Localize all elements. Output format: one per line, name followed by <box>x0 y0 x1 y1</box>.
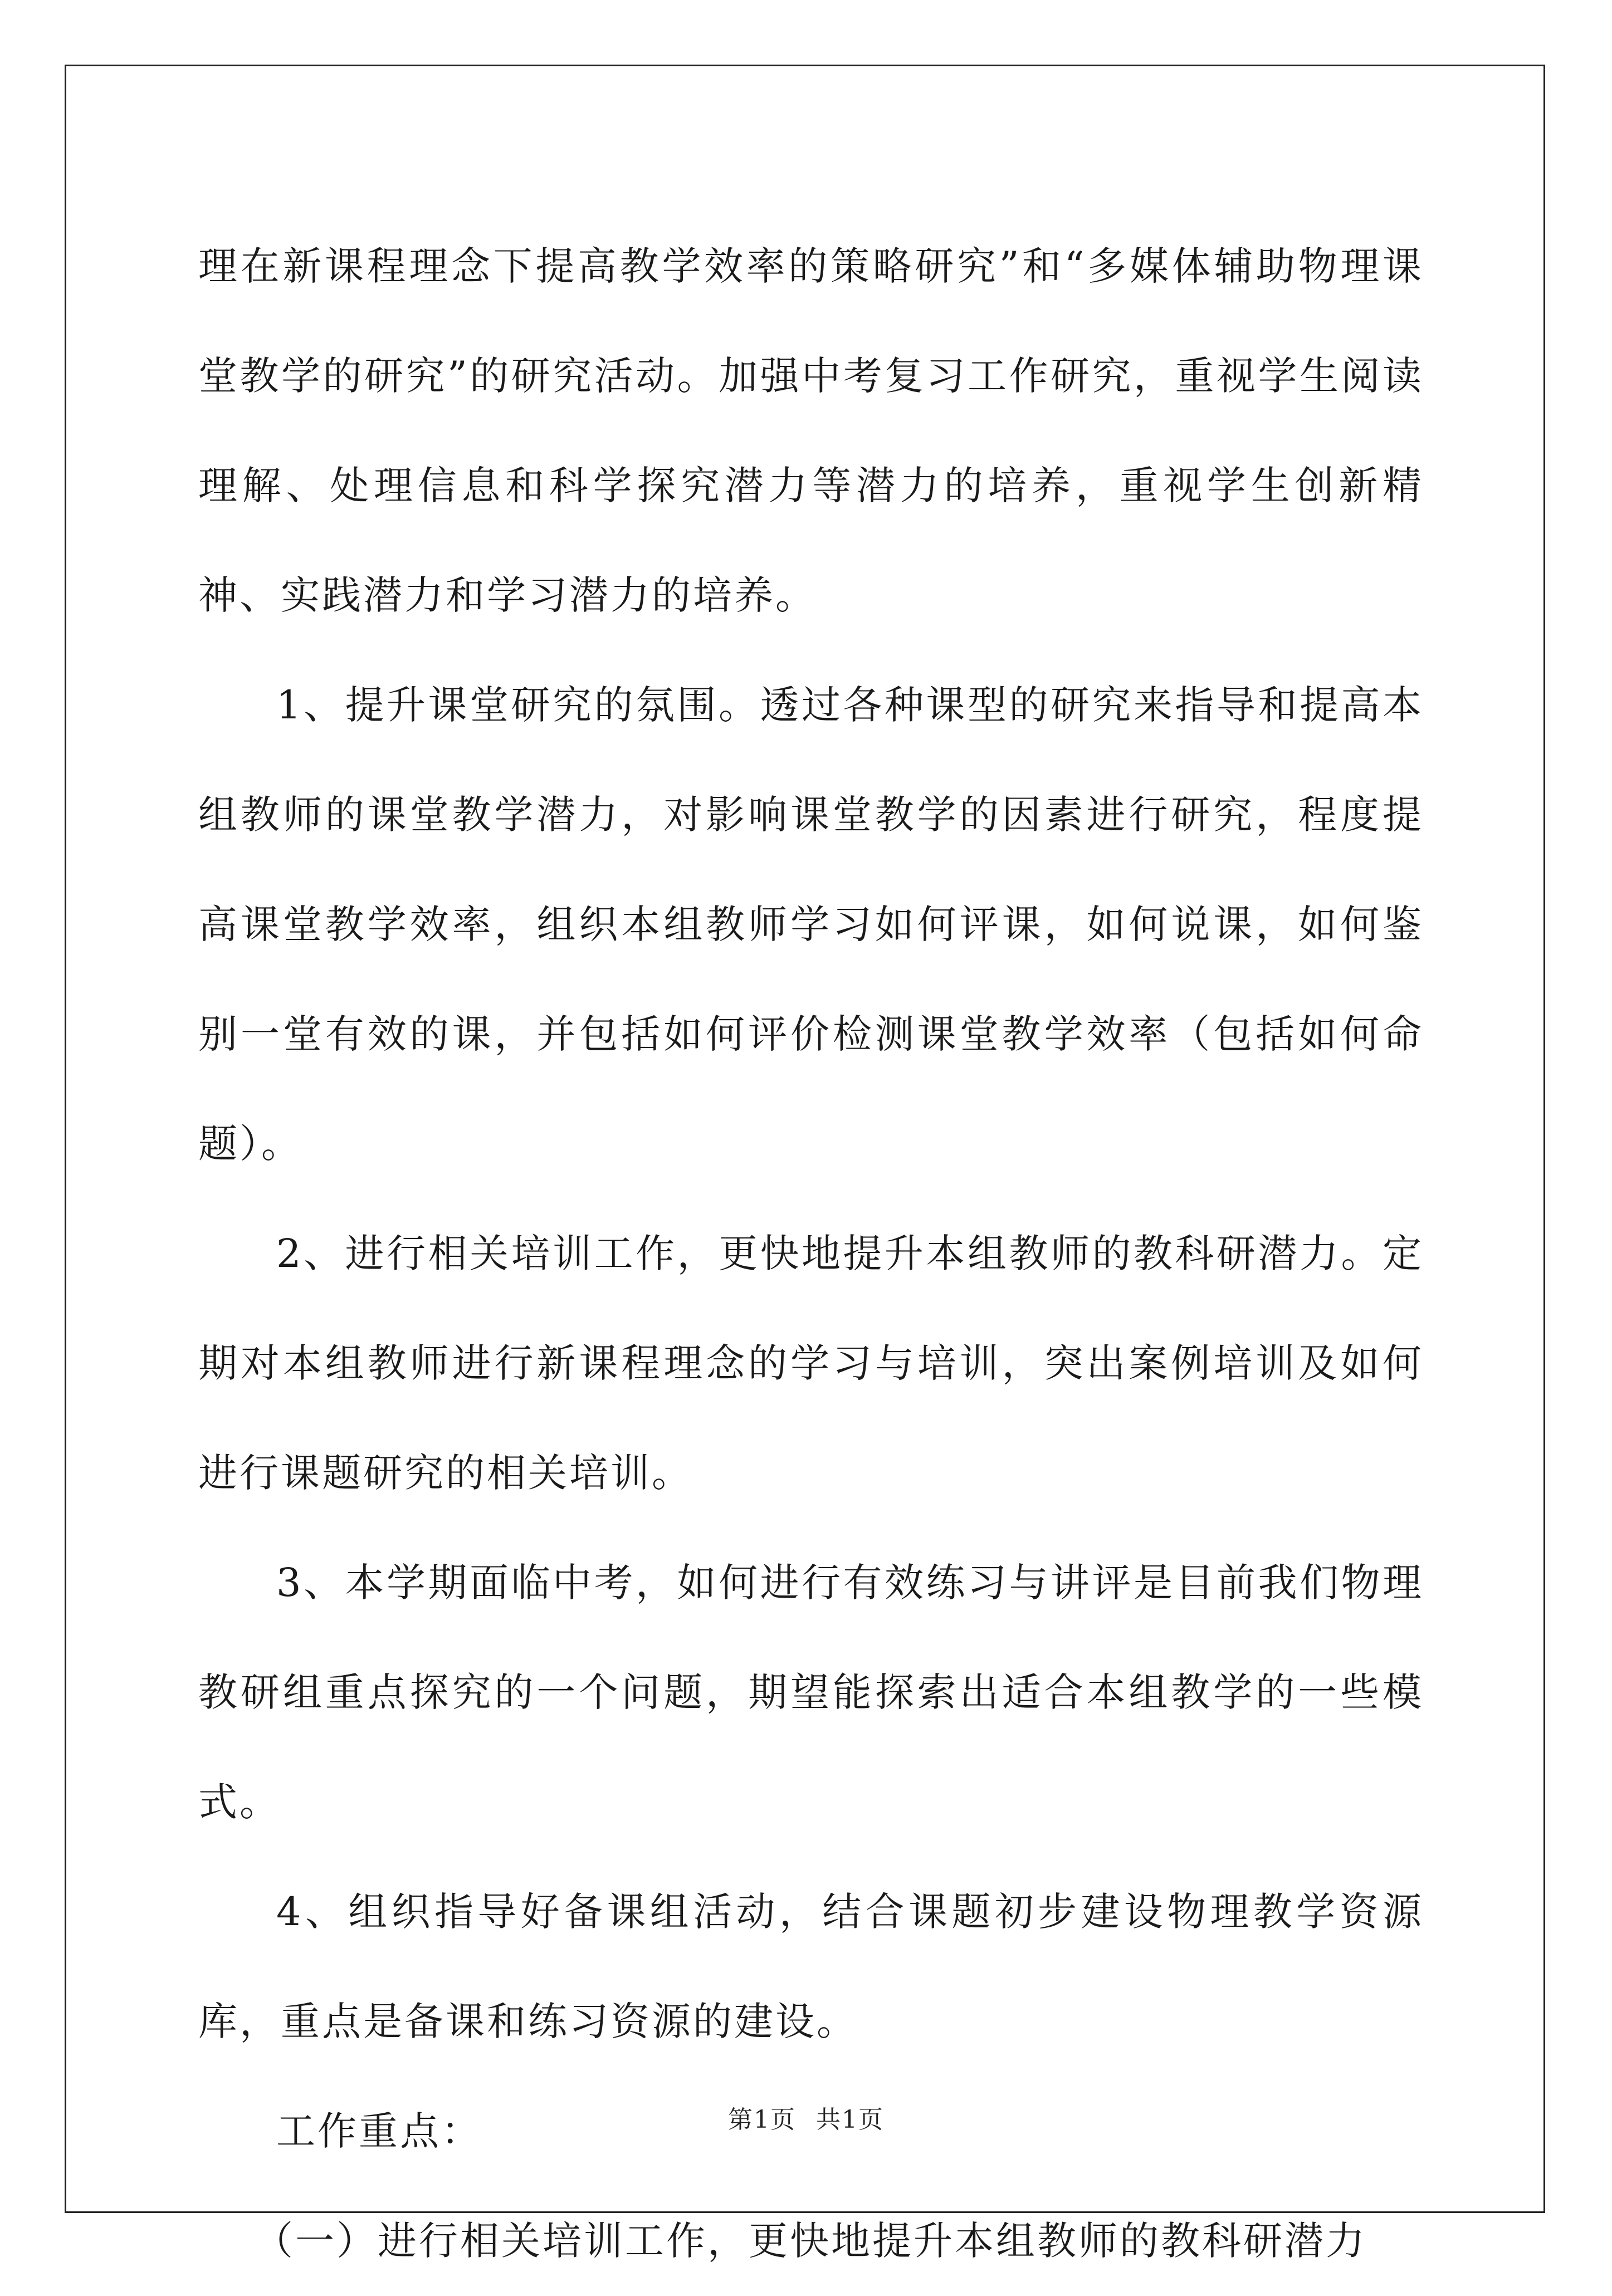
document-body <box>198 212 1424 2296</box>
paragraph-intro: 理在新课程理念下提高教学效率的策略研究”和“多媒体辅助物理课堂教学的研究”的研究活动。加强中考复习工作研究，重视学生阅读理解、处理信息和科学探究潜力等潜力的培养，重视学生创新精神、实践潜力和学习潜力的培养。 <box>198 243 1424 618</box>
subheading-training: （一）进行相关培训工作，更快地提升本组教师的教科研潜力 <box>254 2218 1367 2264</box>
section-heading-work-focus: 工作重点： <box>276 2108 482 2154</box>
paragraph-item-4: 4、组织指导好备课组活动，结合课题初步建设物理教学资源库，重点是备课和练习资源的建设。 <box>198 1889 1424 2044</box>
page-footer <box>0 2099 1612 2135</box>
paragraph-item-3: 3、本学期面临中考，如何进行有效练习与讲评是目前我们物理教研组重点探究的一个问题，期望能探索出适合本组教学的一些模式。 <box>198 1560 1424 1825</box>
page-total: 共1页 <box>816 2106 884 2134</box>
paragraph-item-2: 2、进行相关培训工作，更快地提升本组教师的教科研潜力。定期对本组教师进行新课程理念的学习与培训，突出案例培训及如何进行课题研究的相关培训。 <box>198 1231 1424 1496</box>
page-number: 第1页 <box>728 2106 796 2134</box>
paragraph-item-1: 1、提升课堂研究的氛围。透过各种课型的研究来指导和提高本组教师的课堂教学潜力，对影响课堂教学的因素进行研究，程度提高课堂教学效率，组织本组教师学习如何评课，如何说课，如何鉴别一堂有效的课，并包括如何评价检测课堂教学效率（包括如何命题）。 <box>198 682 1424 1167</box>
